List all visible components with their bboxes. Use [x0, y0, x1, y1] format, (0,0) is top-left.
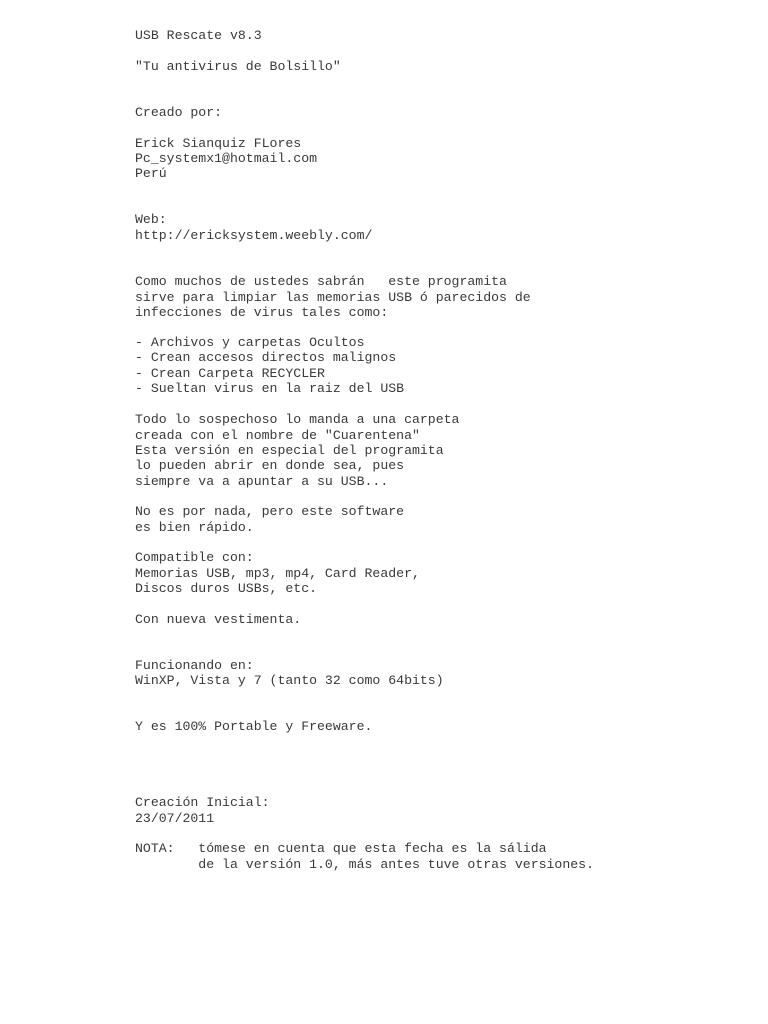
- intro-line: infecciones de virus tales como:: [135, 305, 389, 320]
- author-email: Pc_systemx1@hotmail.com: [135, 151, 318, 166]
- speed-line: es bien rápido.: [135, 520, 254, 535]
- intro-line: Como muchos de ustedes sabrán este programita: [135, 274, 507, 289]
- author-heading: Creado por:: [135, 105, 223, 120]
- web-url: http://ericksystem.weebly.com/: [135, 228, 373, 243]
- author-country: Perú: [135, 166, 167, 181]
- quarantine-line: Todo lo sospechoso lo manda a una carpeta: [135, 412, 460, 427]
- web-heading: Web:: [135, 212, 167, 227]
- note-line: de la versión 1.0, más antes tuve otras versiones.: [135, 857, 594, 872]
- works-on-line: WinXP, Vista y 7 (tanto 32 como 64bits): [135, 673, 444, 688]
- virus-list-item: - Crean accesos directos malignos: [135, 350, 397, 365]
- quarantine-line: siempre va a apuntar a su USB...: [135, 474, 389, 489]
- virus-list-item: - Archivos y carpetas Ocultos: [135, 335, 365, 350]
- doc-title: USB Rescate v8.3: [135, 28, 262, 43]
- quarantine-line: creada con el nombre de "Cuarentena": [135, 428, 420, 443]
- new-look-line: Con nueva vestimenta.: [135, 612, 302, 627]
- compatible-line: Discos duros USBs, etc.: [135, 581, 318, 596]
- creation-date: 23/07/2011: [135, 811, 215, 826]
- quarantine-line: Esta versión en especial del programita: [135, 443, 444, 458]
- compatible-heading: Compatible con:: [135, 550, 254, 565]
- quarantine-line: lo pueden abrir en donde sea, pues: [135, 458, 405, 473]
- intro-line: sirve para limpiar las memorias USB ó parecidos de: [135, 290, 531, 305]
- compatible-line: Memorias USB, mp3, mp4, Card Reader,: [135, 566, 420, 581]
- portable-line: Y es 100% Portable y Freeware.: [135, 719, 373, 734]
- author-name: Erick Sianquiz FLores: [135, 136, 302, 151]
- doc-tagline: "Tu antivirus de Bolsillo": [135, 59, 341, 74]
- works-on-heading: Funcionando en:: [135, 658, 254, 673]
- creation-heading: Creación Inicial:: [135, 795, 270, 810]
- virus-list-item: - Crean Carpeta RECYCLER: [135, 366, 325, 381]
- speed-line: No es por nada, pero este software: [135, 504, 405, 519]
- virus-list-item: - Sueltan virus en la raiz del USB: [135, 381, 405, 396]
- note-line: NOTA: tómese en cuenta que esta fecha es la sálida: [135, 841, 547, 856]
